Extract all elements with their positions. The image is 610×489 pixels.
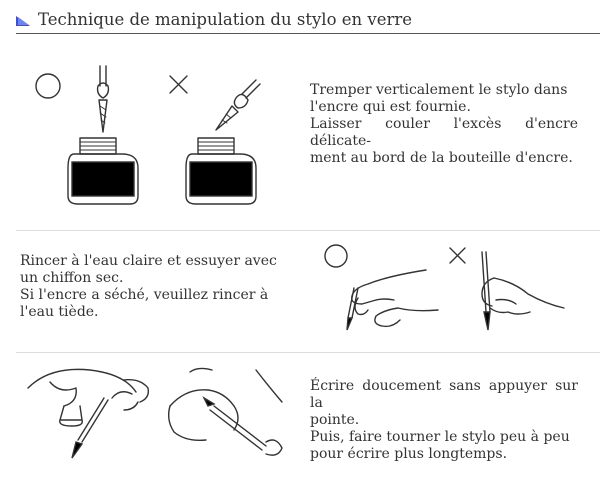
ink-bottle-left	[68, 138, 138, 204]
hand-incorrect-grip	[482, 252, 564, 330]
blue-triangle-bullet-icon	[16, 16, 30, 26]
section-header	[16, 8, 600, 34]
glass-pen-vertical	[98, 66, 109, 132]
text-line: Écrire doucement sans appuyer sur la	[310, 378, 578, 411]
hand-with-cloth	[169, 368, 282, 455]
section-divider	[16, 230, 600, 231]
text-line: un chiffon sec.	[20, 270, 124, 286]
instruction-rinse	[20, 253, 292, 321]
text-line: Puis, faire tourner le stylo peu à peu	[310, 429, 570, 445]
instruction-write	[310, 378, 578, 463]
writing-illustration	[20, 358, 290, 468]
text-line: l'eau tiède.	[20, 304, 99, 320]
instruction-dip	[310, 82, 578, 167]
text-line: l'encre qui est fournie.	[310, 99, 471, 115]
text-line: Si l'encre a séché, veuillez rincer à	[20, 287, 269, 303]
ink-bottle-right	[186, 138, 256, 204]
hand-holding-pen	[28, 369, 148, 458]
cross-incorrect-icon	[170, 76, 187, 93]
circle-correct-icon	[325, 245, 347, 267]
glass-pen-tilted	[216, 80, 260, 130]
dipping-illustration	[20, 58, 280, 208]
pen-grip-illustration	[318, 238, 588, 338]
hand-correct-grip	[347, 270, 438, 330]
cross-incorrect-icon	[450, 248, 465, 263]
text-line: Tremper verticalement le stylo dans	[310, 82, 568, 98]
text-line: Laisser couler l'excès d'encre délicate-	[310, 116, 578, 149]
text-line: pointe.	[310, 412, 360, 428]
circle-correct-icon	[36, 74, 60, 98]
text-line: Rincer à l'eau claire et essuyer avec	[20, 253, 277, 269]
text-line: ment au bord de la bouteille d'encre.	[310, 150, 573, 166]
text-line: pour écrire plus longtemps.	[310, 446, 508, 462]
page-title: Technique de manipulation du stylo en verre	[38, 10, 413, 29]
section-divider	[16, 352, 600, 353]
